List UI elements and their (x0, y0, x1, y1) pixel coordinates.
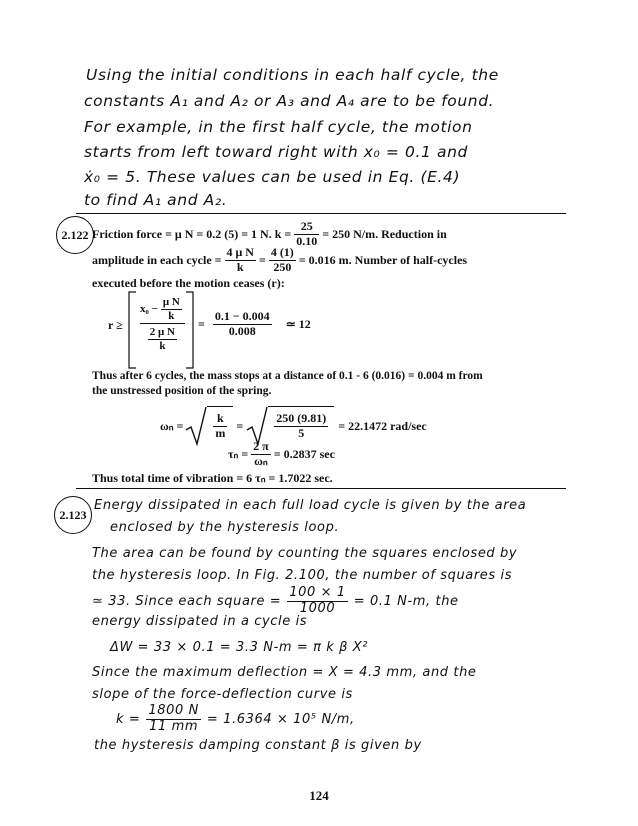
text-line: the unstressed position of the spring. (92, 385, 272, 397)
r-value: ≃ 12 (285, 316, 311, 331)
friction-line (92, 220, 447, 249)
sqrt (185, 406, 233, 446)
fraction-denominator: 5 (298, 426, 305, 440)
text-line: Since the maximum deflection = X = 4.3 mm, and the (92, 665, 477, 680)
radical-sign (185, 406, 207, 446)
text-line: Using the initial conditions in each half cycle, the (86, 66, 499, 84)
fraction-denominator: 11 mm (149, 718, 199, 734)
r-ratio-numerator (140, 296, 185, 324)
fraction-numerator: 4 (1) (270, 245, 294, 259)
text-line: Thus total time of vibration = 6 τₙ = 1.7022 sec. (92, 471, 333, 485)
text-line: enclosed by the hysteresis loop. (110, 520, 340, 535)
fraction-numerator: 250 (9.81) (276, 411, 327, 426)
omega-value: = 22.1472 rad/sec (338, 418, 427, 433)
fraction-denominator: m (215, 426, 226, 440)
problem-number-badge: 2.122 (56, 216, 94, 254)
fraction-denominator: k (236, 259, 244, 274)
text-line: Energy dissipated in each full load cycle is given by the area (94, 498, 527, 513)
text-line: Thus after 6 cycles, the mass stops at a distance of 0.1 - 6 (0.016) = 0.004 m from (92, 370, 483, 382)
k-line (116, 704, 355, 735)
square-text: ≃ 33. Since each square = (92, 593, 282, 609)
fraction (287, 586, 347, 617)
text-line: constants A₁ and A₂ or A₃ and A₄ are to be found. (84, 92, 495, 110)
section-divider (76, 213, 566, 214)
fraction (269, 246, 296, 275)
equals-sign: = (258, 252, 266, 267)
square-line (92, 586, 459, 617)
k-lhs: k = (116, 711, 141, 727)
text-line: The area can be found by counting the squares enclosed by (92, 546, 518, 561)
text-line: slope of the force-deflection curve is (92, 687, 353, 702)
fraction-numerator: 0.1 − 0.004 (214, 309, 270, 323)
fraction-numerator: k (213, 412, 227, 427)
friction-text-2: = 250 N/m. Reduction in (322, 226, 447, 241)
fraction-denominator: ωₙ (254, 453, 268, 468)
square-text-2: = 0.1 N-m, the (353, 593, 459, 609)
section-divider (76, 488, 566, 489)
fraction-numerator: 25 (294, 220, 319, 235)
fraction-denominator: 250 (273, 259, 292, 274)
fraction-numerator: μ N (162, 296, 180, 308)
fraction (146, 704, 201, 735)
fraction (213, 412, 227, 441)
tau-value: = 0.2837 sec (273, 446, 335, 461)
problem-number-badge: 2.123 (54, 496, 92, 534)
left-paren (126, 290, 138, 370)
omega-lhs: ωₙ = (160, 418, 184, 433)
fraction-numerator: 1800 N (148, 703, 199, 718)
equals-sign: = (198, 316, 205, 331)
amplitude-text-2: = 0.016 m. Number of half-cycles (298, 252, 468, 267)
fraction-numerator: 2 μ N (149, 326, 175, 339)
fraction-numerator: 4 μ N (226, 245, 254, 259)
text-line: the hysteresis damping constant β is given by (94, 738, 422, 753)
fraction-denominator: 0.008 (228, 323, 256, 338)
equals-sign: = (236, 418, 244, 433)
fraction (161, 296, 182, 322)
fraction (213, 310, 272, 339)
text-line: the hysteresis loop. In Fig. 2.100, the number of squares is (92, 568, 513, 583)
r-result (198, 310, 311, 339)
text-line: ẋ₀ = 5. These values can be used in Eq. (E.4) (84, 168, 461, 186)
text-line: ΔW = 33 × 0.1 = 3.3 N-m = π k β X² (110, 640, 369, 655)
r-ratio (140, 296, 185, 353)
amplitude-text: amplitude in each cycle = (92, 252, 222, 267)
tau-lhs: τₙ = (228, 446, 249, 461)
fraction-denominator: k (159, 339, 166, 352)
fraction (148, 326, 177, 352)
friction-text: Friction force = μ N = 0.2 (5) = 1 N. k = (92, 226, 292, 241)
text-line: starts from left toward right with x₀ = 0.1 and (84, 143, 468, 161)
r-lhs: r ≥ (108, 318, 123, 332)
k-value: = 1.6364 × 10⁵ N/m, (206, 711, 355, 727)
fraction-denominator: 0.10 (296, 233, 318, 248)
amplitude-line (92, 246, 467, 275)
fraction (294, 220, 319, 249)
fraction-numerator: 2 π (253, 439, 269, 453)
text-line: For example, in the first half cycle, the motion (84, 118, 473, 136)
text-line: to find A₁ and A₂. (84, 191, 228, 209)
text-line: executed before the motion ceases (r): (92, 276, 285, 290)
fraction (274, 412, 328, 441)
fraction-denominator: 1000 (299, 600, 336, 616)
tau-line (228, 440, 335, 469)
fraction-numerator: 100 × 1 (289, 585, 346, 600)
fraction (251, 440, 271, 469)
right-paren (184, 290, 196, 370)
fraction (225, 246, 256, 275)
fraction-denominator: k (168, 309, 175, 322)
x0-term: x₀ − (140, 303, 158, 316)
page-number: 124 (309, 788, 329, 803)
text-line: energy dissipated in a cycle is (92, 614, 308, 629)
